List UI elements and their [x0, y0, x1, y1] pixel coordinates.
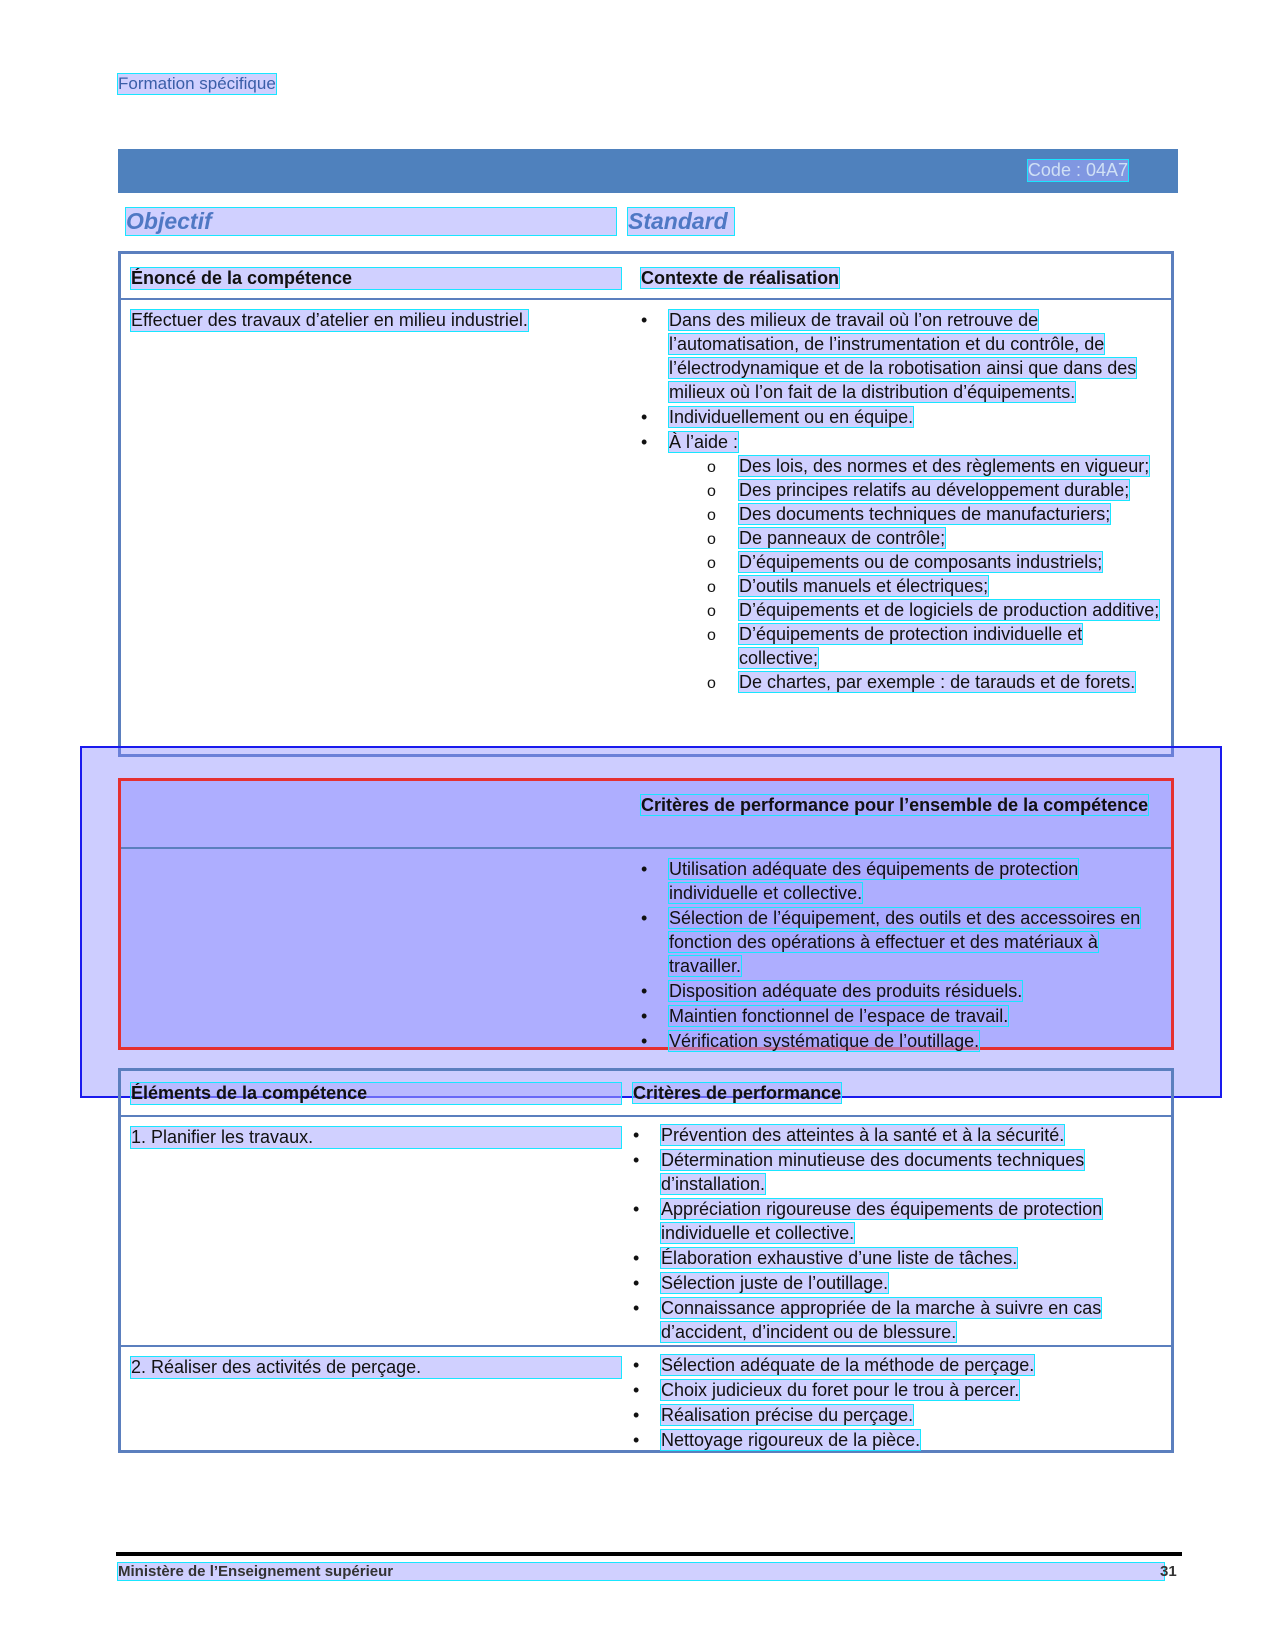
context-list [641, 308, 1161, 695]
footer-divider [116, 1552, 1182, 1556]
standard-title: Standard [628, 208, 734, 235]
objectif-title: Objectif [126, 208, 616, 235]
list-item: • Individuellement ou en équipe. [641, 405, 1161, 429]
list-item: • Dans des milieux de travail où l’on retrouve de l’automatisation, de l’instrumentation et du contrôle, de l’électrodynamique et de la robotisation ainsi que dans des milieux où l’on fait de la distribution d’équipements. [641, 308, 1161, 404]
table-header-row [121, 781, 1171, 847]
table-row [121, 298, 1171, 755]
context-header: Contexte de réalisation [641, 268, 840, 288]
competency-statement: Effectuer des travaux d’atelier en milieu industriel. [131, 310, 528, 330]
code-bar [118, 149, 1178, 193]
table-header-row [121, 254, 1171, 298]
list-item: • Disposition adéquate des produits résiduels. [641, 979, 1161, 1003]
list-item: o D’équipements ou de composants industriels; [707, 550, 1161, 574]
list-item: o De chartes, par exemple : de tarauds et de forets. [707, 670, 1161, 694]
header-program-label: Formation spécifique [118, 74, 276, 93]
overall-criteria-list [641, 857, 1161, 1054]
element-2: 2. Réaliser des activités de perçage. [131, 1357, 621, 1378]
element-1: 1. Planifier les travaux. [131, 1127, 621, 1148]
list-item: • Appréciation rigoureuse des équipements de protection individuelle et collective. [633, 1197, 1161, 1245]
aide-sublist [669, 454, 1161, 694]
list-item: • Sélection adéquate de la méthode de perçage. [633, 1353, 1161, 1377]
competency-code: Code : 04A7 [1027, 160, 1128, 180]
page-number: 31 [1160, 1563, 1177, 1580]
list-item: o Des documents techniques de manufacturiers; [707, 502, 1161, 526]
table-header-row [121, 1071, 1171, 1115]
competency-table [118, 251, 1174, 757]
list-item: o De panneaux de contrôle; [707, 526, 1161, 550]
list-item: o Des lois, des normes et des règlements en vigueur; [707, 454, 1161, 478]
table-row [121, 1115, 1171, 1345]
performance-overall-table [118, 778, 1174, 1050]
list-item: • Maintien fonctionnel de l’espace de travail. [641, 1004, 1161, 1028]
table-row [121, 847, 1171, 1049]
table-row [121, 1345, 1171, 1455]
list-item: • Connaissance appropriée de la marche à suivre en cas d’accident, d’incident ou de blessure. [633, 1296, 1161, 1344]
overall-criteria-header: Critères de performance pour l’ensemble de la compétence [641, 795, 1149, 815]
elements-table [118, 1068, 1174, 1453]
list-item: o D’outils manuels et électriques; [707, 574, 1161, 598]
list-item: o D’équipements et de logiciels de production additive; [707, 598, 1161, 622]
criteria-header: Critères de performance [633, 1083, 842, 1103]
list-item: o D’équipements de protection individuelle et collective; [707, 622, 1161, 670]
elements-header: Éléments de la compétence [131, 1083, 621, 1104]
list-item: • Prévention des atteintes à la santé et à la sécurité. [633, 1123, 1161, 1147]
list-item: • Utilisation adéquate des équipements de protection individuelle et collective. [641, 857, 1161, 905]
footer-ministry: Ministère de l’Enseignement supérieur [118, 1563, 1164, 1580]
criteria-list-2 [633, 1353, 1161, 1453]
list-item: • Choix judicieux du foret pour le trou à percer. [633, 1378, 1161, 1402]
list-item: • À l’aide : o Des lois, des normes et des règlements en vigueur; o Des principes relatifs au développement durable; o Des documents techniques de manufacturiers; o De panneaux de contrôle; o D’équipements ou de composants industriels; o D’outils manuels et électriques; o D’équipements et de logiciels de production additive; o D’équipements de protection individuelle et collective; o De chartes, par exemple : de tarauds et de forets. [641, 430, 1161, 694]
criteria-list-1 [633, 1123, 1161, 1345]
list-item: • Réalisation précise du perçage. [633, 1403, 1161, 1427]
list-item: • Sélection juste de l’outillage. [633, 1271, 1161, 1295]
list-item: • Détermination minutieuse des documents techniques d’installation. [633, 1148, 1161, 1196]
statement-header: Énoncé de la compétence [131, 268, 621, 289]
list-item: o Des principes relatifs au développement durable; [707, 478, 1161, 502]
list-item: • Sélection de l’équipement, des outils et des accessoires en fonction des opérations à effectuer et des matériaux à travailler. [641, 906, 1161, 978]
list-item: • Élaboration exhaustive d’une liste de tâches. [633, 1246, 1161, 1270]
list-item: • Nettoyage rigoureux de la pièce. [633, 1428, 1161, 1452]
list-item: • Vérification systématique de l’outillage. [641, 1029, 1161, 1053]
